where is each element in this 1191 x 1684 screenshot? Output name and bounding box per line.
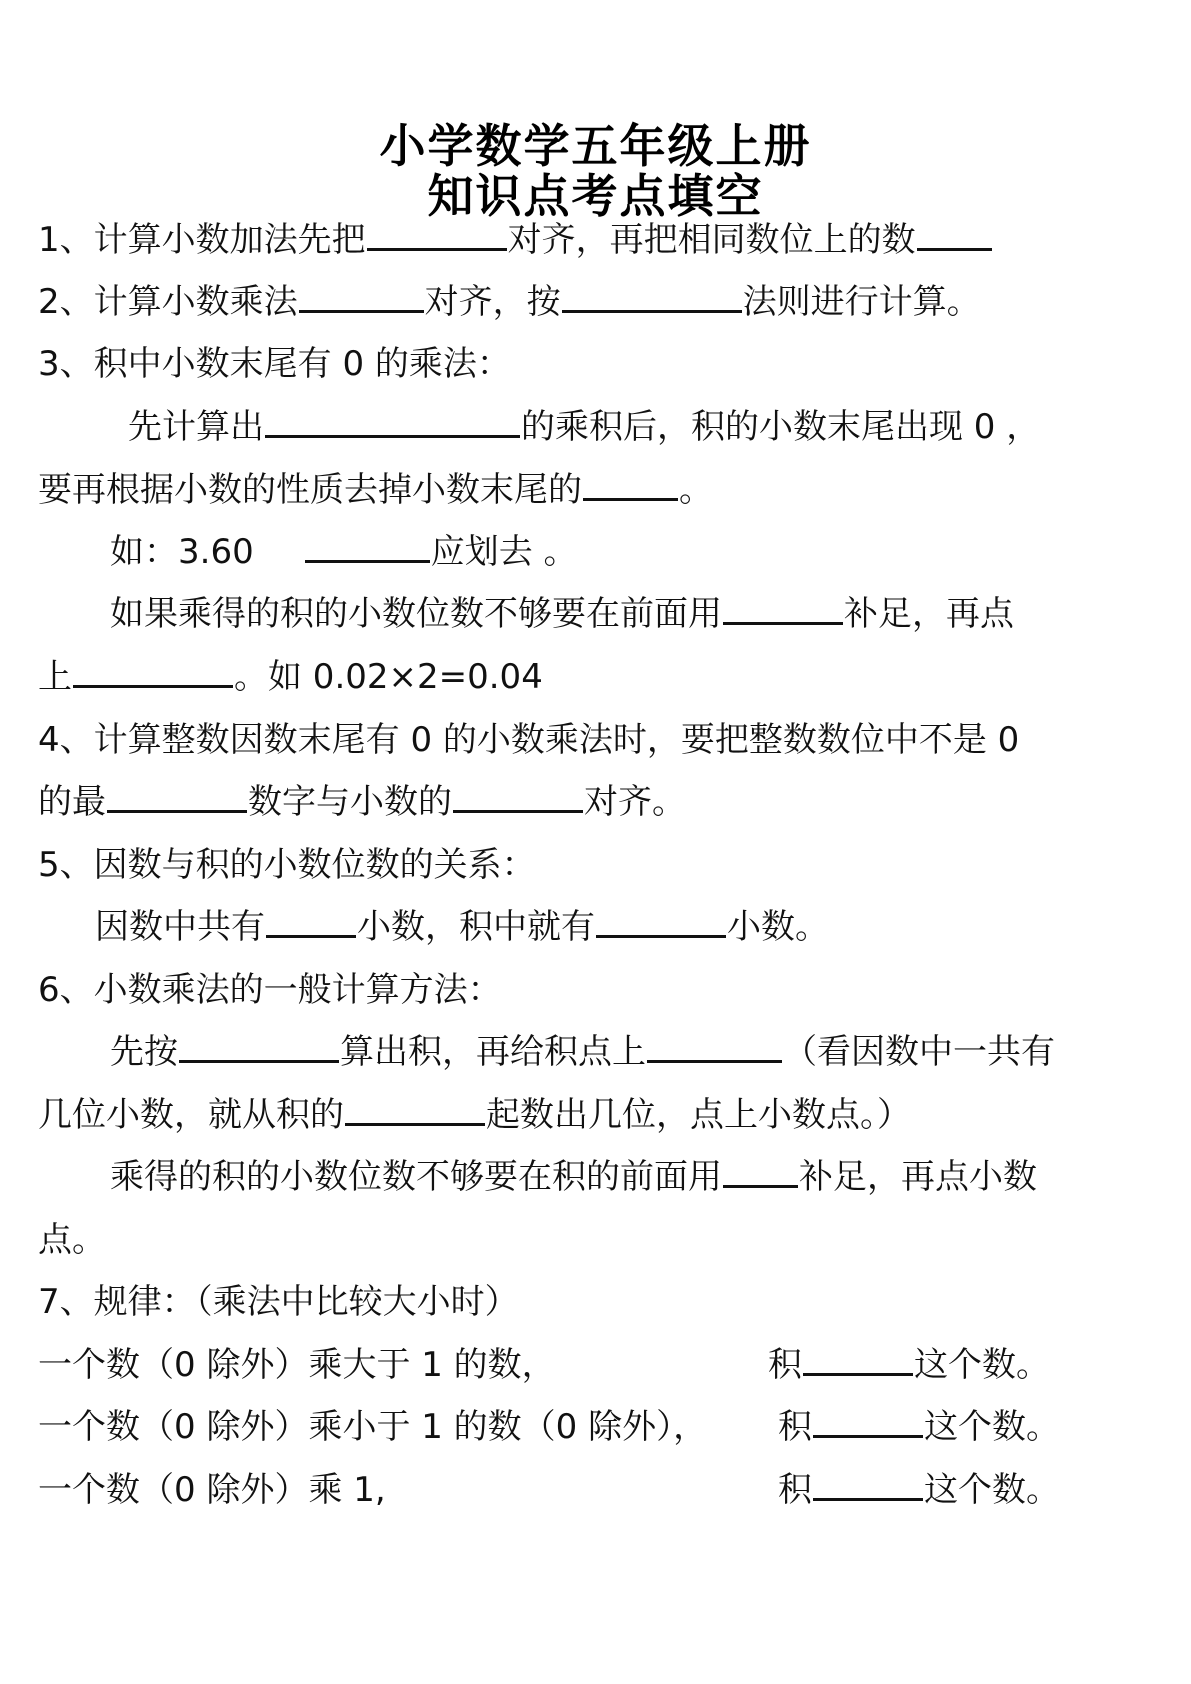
item-3-line-d (110, 592, 1014, 636)
answer-blank[interactable] (813, 1468, 923, 1501)
item-5b-text-b: 小数，积中就有 (357, 907, 595, 947)
item-7-rule-a (38, 1343, 556, 1387)
item-7-rule-c (38, 1468, 386, 1512)
answer-blank[interactable] (265, 405, 520, 438)
item-7-rule-b-result (778, 1405, 1060, 1449)
item-3d-text-a: 如果乘得的积的小数位数不够要在前面用 (110, 594, 722, 634)
item-3-text: 3、积中小数末尾有 0 的乘法： (38, 344, 511, 384)
title-line-1: 小学数学五年级上册 (379, 119, 812, 173)
item-3c-text-b: 应划去 。 (430, 532, 578, 572)
item-6-line-b (110, 1030, 1055, 1074)
item-3b-text-a: 要再根据小数的性质去掉小数末尾的 (38, 470, 582, 510)
item-2-text-c: 法则进行计算。 (742, 282, 981, 322)
answer-blank[interactable] (813, 1405, 923, 1438)
item-3e-text-b: 。如 0.02×2=0.04 (234, 657, 543, 697)
item-4-line-b (38, 780, 686, 824)
item-7-rule-b (38, 1405, 707, 1449)
answer-blank[interactable] (73, 655, 233, 688)
item-7-heading (38, 1280, 519, 1324)
answer-blank[interactable] (305, 530, 430, 563)
item-1 (38, 218, 993, 262)
item-6b-text-c: （看因数中一共有 (783, 1032, 1055, 1072)
answer-blank[interactable] (723, 592, 843, 625)
item-7-rule-c-result (778, 1468, 1060, 1512)
answer-blank[interactable] (723, 1155, 798, 1188)
item-1-text-a: 1、计算小数加法先把 (38, 220, 366, 260)
title-line-2: 知识点考点填空 (427, 169, 764, 223)
item-2-text-b: 对齐，按 (424, 282, 561, 322)
item-4b-text-b: 数字与小数的 (248, 782, 452, 822)
answer-blank[interactable] (107, 780, 247, 813)
item-3-example (110, 530, 578, 574)
answer-blank[interactable] (345, 1093, 485, 1126)
item-5b-text-a: 因数中共有 (95, 907, 265, 947)
item-3-line-b (38, 468, 713, 512)
item-7c-text-a: 一个数（0 除外）乘 1, (38, 1470, 386, 1510)
item-4b-text-c: 对齐。 (584, 782, 686, 822)
item-3-heading (38, 342, 511, 386)
item-3c-text-a: 如：3.60 (110, 532, 254, 572)
item-6-heading (38, 968, 502, 1012)
item-7a-text-a: 一个数（0 除外）乘大于 1 的数， (38, 1345, 556, 1385)
answer-blank[interactable] (596, 905, 726, 938)
answer-blank[interactable] (647, 1030, 782, 1063)
item-6c-text-a: 几位小数，就从积的 (38, 1095, 344, 1135)
item-3a-text-b: 的乘积后，积的小数末尾出现 0 ， (521, 407, 1041, 447)
answer-blank[interactable] (453, 780, 583, 813)
item-5-heading (38, 843, 536, 887)
item-7b-text-a: 一个数（0 除外）乘小于 1 的数（0 除外）， (38, 1407, 708, 1447)
item-6-line-e (38, 1218, 106, 1262)
answer-blank[interactable] (917, 218, 992, 251)
item-7a-text-c: 这个数。 (914, 1345, 1050, 1385)
answer-blank[interactable] (179, 1030, 339, 1063)
item-3b-text-b: 。 (679, 470, 713, 510)
answer-blank[interactable] (299, 280, 424, 313)
item-5b-text-c: 小数。 (727, 907, 829, 947)
item-5-line-b (95, 905, 829, 949)
item-3e-text-a: 上 (38, 657, 72, 697)
item-5-text: 5、因数与积的小数位数的关系： (38, 845, 536, 885)
answer-blank[interactable] (583, 468, 678, 501)
answer-blank[interactable] (562, 280, 742, 313)
answer-blank[interactable] (266, 905, 356, 938)
item-7c-text-b: 积 (778, 1470, 812, 1510)
item-3-line-a (128, 405, 1040, 449)
item-6d-text-a: 乘得的积的小数位数不够要在积的前面用 (110, 1157, 722, 1197)
item-4 (38, 718, 1019, 762)
item-3a-text-a: 先计算出 (128, 407, 264, 447)
answer-blank[interactable] (367, 218, 507, 251)
item-6d-text-b: 补足，再点小数 (799, 1157, 1037, 1197)
item-7b-text-c: 这个数。 (924, 1407, 1060, 1447)
item-1-text-b: 对齐，再把相同数位上的数 (507, 220, 916, 260)
item-6e-text: 点。 (38, 1220, 106, 1260)
item-4b-text-a: 的最 (38, 782, 106, 822)
item-7-rule-a-result (768, 1343, 1050, 1387)
item-3-line-e (38, 655, 543, 699)
item-7c-text-c: 这个数。 (924, 1470, 1060, 1510)
item-6c-text-b: 起数出几位，点上小数点。） (486, 1095, 911, 1135)
item-7a-text-b: 积 (768, 1345, 802, 1385)
item-7b-text-b: 积 (778, 1407, 812, 1447)
item-6-text: 6、小数乘法的一般计算方法： (38, 970, 502, 1010)
answer-blank[interactable] (803, 1343, 913, 1376)
item-3d-text-b: 补足，再点 (844, 594, 1014, 634)
item-2-text-a: 2、计算小数乘法 (38, 282, 298, 322)
item-6b-text-b: 算出积，再给积点上 (340, 1032, 646, 1072)
item-2 (38, 280, 981, 324)
item-6b-text-a: 先按 (110, 1032, 178, 1072)
item-6-line-c (38, 1093, 911, 1137)
item-4-text: 4、计算整数因数末尾有 0 的小数乘法时，要把整数数位中不是 0 (38, 720, 1020, 760)
item-6-line-d (110, 1155, 1037, 1199)
item-7-text: 7、规律：（乘法中比较大小时） (38, 1282, 519, 1322)
